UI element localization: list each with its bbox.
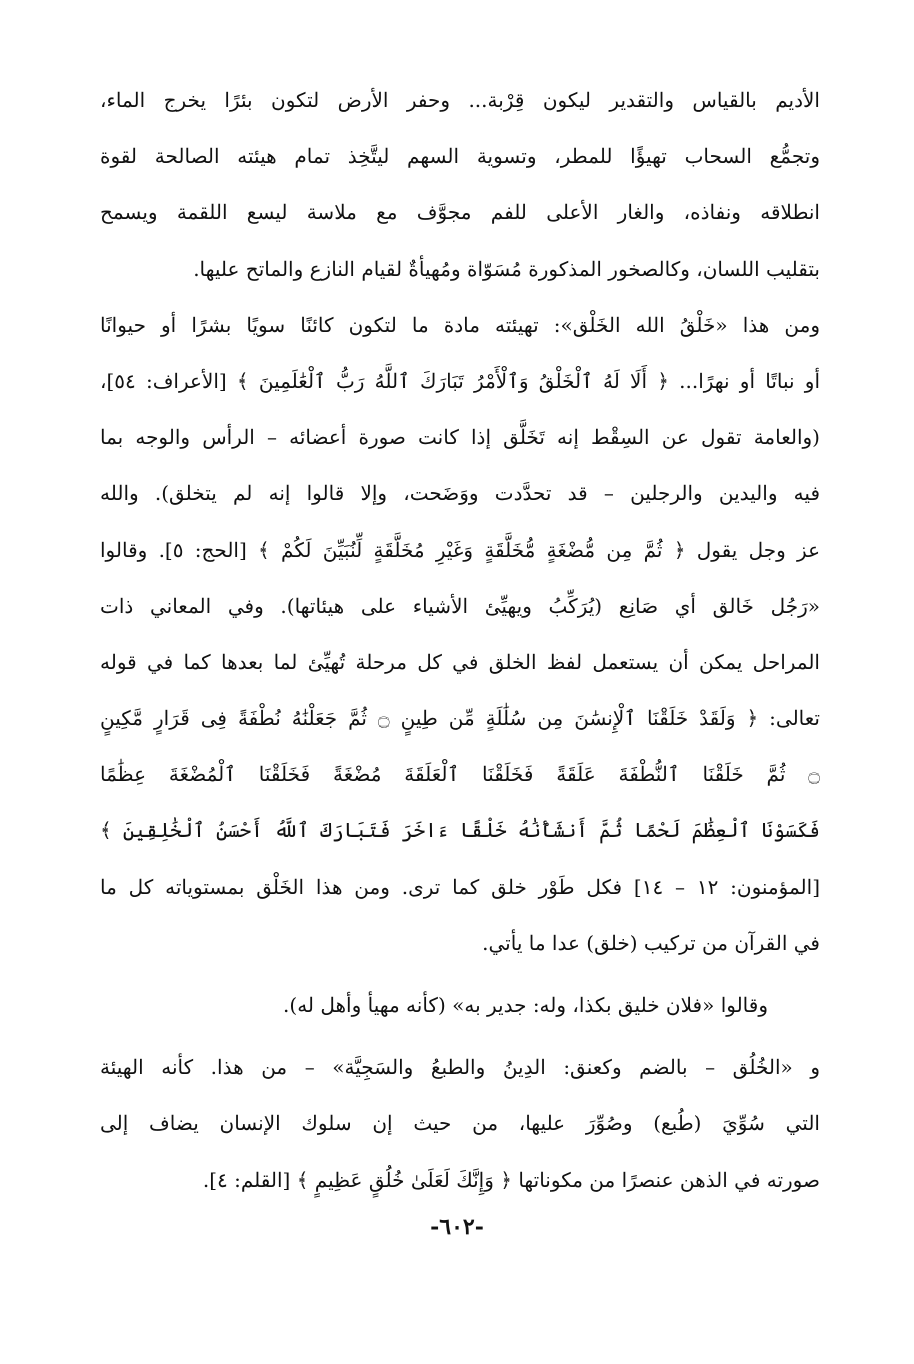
text-line: «رَجُل خَالق أي صَانِع (يُرَكِّبُ ويهيِّئ الأشياء على هيئاتها). وفي المعاني ذات: [100, 593, 820, 618]
text-line: وتجمُّع السحاب تهيؤًا للمطر، وتسوية السهم ليتَّخِذ تمام هيئته الصالحة لقوة: [100, 144, 820, 169]
text-line: [المؤمنون: ١٢ – ١٤] فكل طَوْر خلق كما ترى. ومن هذا الخَلْق بمستوياته كل ما: [100, 874, 820, 899]
text-line: انطلاقه ونفاذه، والغار الأعلى للفم مجوَّف مع ملاسة ليسع اللقمة ويسمح: [100, 200, 820, 225]
text-line: أو نباتًا أو نهرًا... ﴿ أَلَا لَهُ ٱلْخَلْقُ وَٱلْأَمْرُ تَبَارَكَ ٱللَّهُ رَبُّ ٱلْعَٰلَمِينَ ﴾ [الأعراف: ٥٤]،: [100, 368, 820, 393]
book-page: [100, 72, 820, 1364]
text-line: المراحل يمكن أن يستعمل لفظ الخلق في كل مرحلة تُهيِّئ لما بعدها كما في قوله: [100, 649, 820, 674]
text-line: و «الخُلُق – بالضم وكعنق: الدِينُ والطبعُ والسَجِيَّة» – من هذا. كأنه الهيئة: [100, 1055, 820, 1080]
paragraph-1: [100, 72, 820, 297]
text-line: التي سُوِّيَ (طُبع) وصُوِّرَ عليها، من حيث إن سلوك الإنسان يضاف إلى: [100, 1111, 820, 1136]
text-line: ومن هذا «خَلْقُ الله الخَلْق»: تهيئته مادة ما لتكون كائنًا سويًا بشرًا أو حيوانًا: [100, 312, 820, 337]
text-line: بتقليب اللسان، وكالصخور المذكورة مُسَوّاة ومُهيأةٌ لقيام النازع والماتح عليها.: [193, 256, 820, 281]
text-line: في القرآن من تركيب (خلق) عدا ما يأتي.: [482, 930, 820, 955]
paragraph-3: [100, 977, 820, 1033]
page-number: -٦٠٢-: [430, 1214, 484, 1240]
paragraph-4: [100, 1039, 820, 1208]
text-line: وقالوا «فلان خليق بكذا، وله: جدير به» (كأنه مهيأ وأهل له).: [283, 993, 768, 1017]
text-line: (والعامة تقول عن السِقْط إنه تَخَلَّق إذا كانت صورة أعضائه – الرأس والوجه بما: [100, 425, 820, 450]
text-line: ۝ ثُمَّ خَلَقْنَا ٱلنُّطْفَةَ عَلَقَةً فَخَلَقْنَا ٱلْعَلَقَةَ مُضْغَةً فَخَلَقْنَا ٱلْمُضْغَةَ عِظَٰمًا: [100, 762, 820, 787]
text-line: الأديم بالقياس والتقدير ليكون قِرْبة... وحفر الأرض لتكون بئرًا يخرج الماء،: [100, 88, 820, 112]
paragraph-2: [100, 297, 820, 971]
text-line: تعالى: ﴿ وَلَقَدْ خَلَقْنَا ٱلْإِنسَٰنَ مِن سُلَٰلَةٍ مِّن طِينٍ ۝ ثُمَّ جَعَلْنَٰهُ نُطْفَةً فِى قَرَارٍ مَّكِينٍ: [100, 706, 820, 731]
text-line: فَكَسَوْنَا ٱلْعِظَٰمَ لَحْمًا ثُمَّ أَنشَأْنَٰهُ خَلْقًا ءَاخَرَ فَتَبَارَكَ ٱللَّهُ أَحْسَنُ ٱلْخَٰلِقِينَ ﴾: [100, 818, 820, 843]
text-line: صورته في الذهن عنصرًا من مكوناتها ﴿ وَإِنَّكَ لَعَلَىٰ خُلُقٍ عَظِيمٍ ﴾ [القلم: ٤].: [202, 1167, 820, 1192]
text-line: عز وجل يقول ﴿ ثُمَّ مِن مُّضْغَةٍ مُّخَلَّقَةٍ وَغَيْرِ مُخَلَّقَةٍ لِّنُبَيِّنَ لَكُمْ ﴾ [الحج: ٥]. وقالوا: [100, 537, 820, 562]
text-line: فيه واليدين والرجلين – قد تحدَّدت ووَضَحت، وإلا قالوا إنه لم يتخلق). والله: [100, 481, 820, 506]
